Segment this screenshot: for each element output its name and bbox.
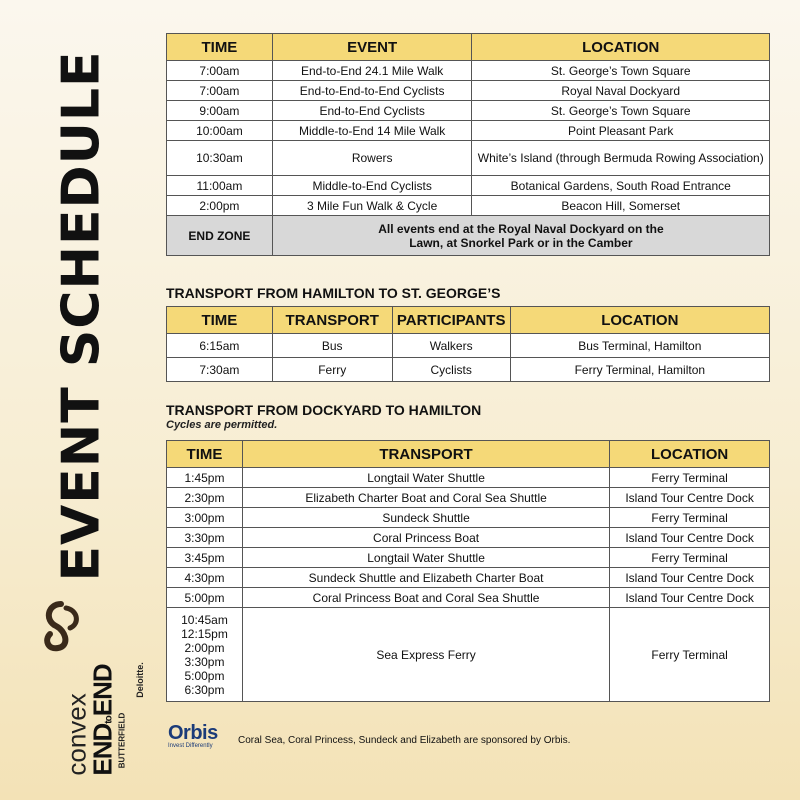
location-cell: Ferry Terminal (610, 468, 770, 488)
end-zone-text: All events end at the Royal Naval Dockyard on the Lawn, at Snorkel Park or in the Camber (272, 216, 769, 256)
location-cell: Island Tour Centre Dock (610, 568, 770, 588)
event-cell: End-to-End-to-End Cyclists (272, 81, 472, 101)
event-cell: Middle-to-End Cyclists (272, 176, 472, 196)
time-list-item: 12:15pm (181, 626, 228, 641)
table-header-row (167, 34, 770, 61)
location-cell: St. George’s Town Square (472, 61, 770, 81)
location-cell: Ferry Terminal (610, 608, 770, 702)
header-transport: TRANSPORT (272, 307, 392, 334)
table-row (167, 508, 770, 528)
page-title-container (52, 36, 112, 596)
convex-end-to-end-logo (20, 600, 160, 790)
header-event: EVENT (272, 34, 472, 61)
time-cell: 2:00pm (167, 196, 273, 216)
table-row (167, 81, 770, 101)
event-schedule-table (166, 33, 770, 256)
section-subtitle-dockyard: Cycles are permitted. (166, 419, 278, 431)
location-cell: St. George’s Town Square (472, 101, 770, 121)
time-list-item: 6:30pm (184, 682, 225, 697)
orbis-logo: Orbis Invest Differently (168, 722, 218, 749)
butterfield-logo: BUTTERFIELD (117, 712, 127, 768)
table-row (167, 121, 770, 141)
location-cell: Ferry Terminal (610, 508, 770, 528)
location-cell: Bus Terminal, Hamilton (510, 334, 769, 358)
table-row (167, 608, 770, 702)
convex-swirl-icon (36, 600, 86, 652)
transport-dockyard-table (166, 440, 770, 702)
table-row (167, 358, 770, 382)
section-title-hamilton: TRANSPORT FROM HAMILTON TO ST. GEORGE’S (166, 285, 501, 301)
header-transport: TRANSPORT (242, 441, 609, 468)
table-row (167, 176, 770, 196)
time-cell: 6:15am (167, 334, 273, 358)
transport-cell: Sea Express Ferry (242, 608, 609, 702)
location-cell: Royal Naval Dockyard (472, 81, 770, 101)
event-cell: 3 Mile Fun Walk & Cycle (272, 196, 472, 216)
location-cell: Beacon Hill, Somerset (472, 196, 770, 216)
location-cell: Point Pleasant Park (472, 121, 770, 141)
transport-cell: Longtail Water Shuttle (242, 548, 609, 568)
table-row (167, 141, 770, 176)
transport-hamilton-table (166, 306, 770, 382)
table-row (167, 468, 770, 488)
transport-cell: Ferry (272, 358, 392, 382)
time-cell: 1:45pm (167, 468, 243, 488)
transport-cell: Elizabeth Charter Boat and Coral Sea Shuttle (242, 488, 609, 508)
end-zone-label: END ZONE (167, 216, 273, 256)
table-header-row (167, 307, 770, 334)
time-cell: 11:00am (167, 176, 273, 196)
event-cell: Rowers (272, 141, 472, 176)
page-title: EVENT SCHEDULE (52, 50, 112, 582)
time-list-cell (167, 608, 243, 702)
location-cell: Ferry Terminal (610, 548, 770, 568)
location-cell: Island Tour Centre Dock (610, 488, 770, 508)
table-row (167, 101, 770, 121)
participants-cell: Walkers (392, 334, 510, 358)
table-row (167, 528, 770, 548)
time-cell: 7:00am (167, 61, 273, 81)
table-row (167, 196, 770, 216)
end-zone-row (167, 216, 770, 256)
time-cell: 4:30pm (167, 568, 243, 588)
header-time: TIME (167, 307, 273, 334)
section-title-dockyard: TRANSPORT FROM DOCKYARD TO HAMILTON (166, 402, 482, 418)
table-row (167, 488, 770, 508)
time-list-item: 10:45am (181, 612, 228, 627)
transport-cell: Coral Princess Boat (242, 528, 609, 548)
table-row (167, 334, 770, 358)
time-cell: 10:30am (167, 141, 273, 176)
event-cell: End-to-End Cyclists (272, 101, 472, 121)
header-time: TIME (167, 441, 243, 468)
sponsor-note: Coral Sea, Coral Princess, Sundeck and Elizabeth are sponsored by Orbis. (238, 735, 571, 746)
table-row (167, 568, 770, 588)
table-row (167, 61, 770, 81)
convex-wordmark: convex (61, 693, 92, 776)
time-cell: 3:00pm (167, 508, 243, 528)
location-cell: Island Tour Centre Dock (610, 528, 770, 548)
time-cell: 3:30pm (167, 528, 243, 548)
header-time: TIME (167, 34, 273, 61)
time-cell: 7:00am (167, 81, 273, 101)
location-cell: Botanical Gardens, South Road Entrance (472, 176, 770, 196)
table-row (167, 588, 770, 608)
location-cell: Ferry Terminal, Hamilton (510, 358, 769, 382)
header-location: LOCATION (472, 34, 770, 61)
location-cell: Island Tour Centre Dock (610, 588, 770, 608)
time-cell: 3:45pm (167, 548, 243, 568)
deloitte-logo: Deloitte. (135, 662, 146, 698)
table-row (167, 548, 770, 568)
transport-cell: Coral Princess Boat and Coral Sea Shuttle (242, 588, 609, 608)
time-cell: 5:00pm (167, 588, 243, 608)
time-list-item: 5:00pm (184, 668, 225, 683)
participants-cell: Cyclists (392, 358, 510, 382)
time-cell: 10:00am (167, 121, 273, 141)
transport-cell: Sundeck Shuttle and Elizabeth Charter Boat (242, 568, 609, 588)
table-header-row (167, 441, 770, 468)
header-location: LOCATION (610, 441, 770, 468)
time-list-item: 3:30pm (184, 654, 225, 669)
time-cell: 9:00am (167, 101, 273, 121)
time-cell: 2:30pm (167, 488, 243, 508)
time-list-item: 2:00pm (184, 640, 225, 655)
transport-cell: Bus (272, 334, 392, 358)
header-location: LOCATION (510, 307, 769, 334)
event-cell: End-to-End 24.1 Mile Walk (272, 61, 472, 81)
transport-cell: Sundeck Shuttle (242, 508, 609, 528)
end-to-end-wordmark: ENDtoEND (87, 664, 118, 776)
time-cell: 7:30am (167, 358, 273, 382)
header-participants: PARTICIPANTS (392, 307, 510, 334)
location-cell: White’s Island (through Bermuda Rowing Association) (472, 141, 770, 176)
transport-cell: Longtail Water Shuttle (242, 468, 609, 488)
event-cell: Middle-to-End 14 Mile Walk (272, 121, 472, 141)
